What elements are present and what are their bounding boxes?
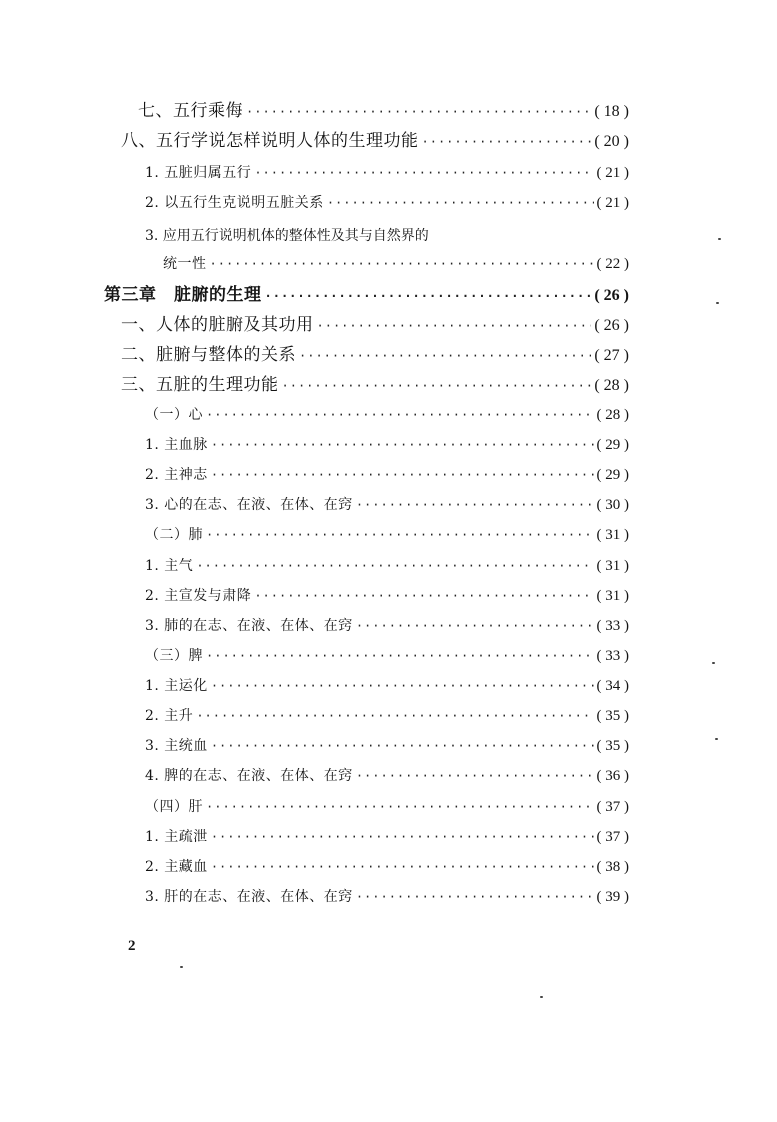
toc-entry-title: 七、五行乘侮 [138, 101, 243, 121]
toc-entry [145, 584, 629, 608]
toc-entry-page: ( 38 ) [596, 859, 629, 875]
toc-entry-title: （二）肺 [145, 527, 203, 543]
toc-entry-page: ( 29 ) [596, 467, 629, 483]
toc-entry [121, 343, 629, 367]
toc-leader-dots [254, 161, 593, 185]
toc-entry-title: （三）脾 [145, 648, 203, 664]
toc-entry-page: ( 28 ) [594, 377, 629, 394]
toc-leader-dots [327, 191, 594, 215]
scan-speck [715, 738, 718, 740]
toc-leader-dots [206, 403, 594, 427]
toc-entry-page: ( 36 ) [596, 768, 629, 784]
toc-leader-dots [211, 855, 594, 879]
toc-entry-title: 1. 主气 [145, 558, 194, 574]
toc-leader-dots [206, 795, 594, 819]
toc-entry-title: 3. 主统血 [145, 738, 208, 754]
toc-entry-page: ( 20 ) [594, 133, 629, 150]
toc-entry-page: ( 31 ) [596, 558, 629, 574]
toc-entry-title: 2. 主升 [145, 708, 194, 724]
toc-entry-page: ( 35 ) [596, 708, 629, 724]
scan-speck [718, 238, 721, 240]
toc-entry-page: ( 33 ) [596, 618, 629, 634]
toc-leader-dots [211, 433, 594, 457]
toc-leader-dots [317, 314, 592, 338]
toc-entry-page: ( 37 ) [596, 829, 629, 845]
toc-entry-page: ( 31 ) [596, 527, 629, 543]
toc-entry-title: 4. 脾的在志、在液、在体、在窍 [145, 768, 353, 784]
toc-entry-page: ( 27 ) [594, 347, 629, 364]
toc-entry-page: ( 30 ) [596, 497, 629, 513]
scan-speck [180, 966, 183, 968]
toc-leader-dots [211, 463, 594, 487]
toc-entry-page: ( 35 ) [596, 738, 629, 754]
toc-entry-page: ( 37 ) [596, 799, 629, 815]
toc-leader-dots [356, 493, 594, 517]
toc-entry [145, 191, 629, 215]
toc-entry-title: 1. 主疏泄 [145, 829, 208, 845]
toc-entry [145, 161, 629, 185]
toc-entry [145, 403, 629, 427]
toc-entry-title: 3. 肺的在志、在液、在体、在窍 [145, 618, 353, 634]
toc-entry [121, 373, 629, 397]
toc-leader-dots [282, 374, 592, 398]
toc-entry [145, 674, 629, 698]
toc-entry-title: 1. 五脏归属五行 [145, 165, 252, 181]
toc-entry [145, 493, 629, 517]
toc-leader-dots [210, 252, 594, 276]
toc-leader-dots [356, 885, 594, 909]
toc-entry [145, 463, 629, 487]
toc-entry [121, 129, 629, 153]
toc-leader-dots [196, 554, 593, 578]
toc-entry-page: ( 26 ) [594, 287, 629, 304]
toc-leader-dots [422, 130, 592, 154]
toc-leader-dots [265, 284, 592, 308]
toc-entry-title: 2. 主藏血 [145, 859, 208, 875]
scan-speck [540, 996, 543, 998]
toc-entry-title: （四）肝 [145, 799, 203, 815]
scan-speck [712, 662, 715, 664]
toc-entry [145, 764, 629, 788]
toc-entry [145, 614, 629, 638]
toc-entry [145, 825, 629, 849]
toc-leader-dots [211, 734, 594, 758]
toc-leader-dots [206, 523, 594, 547]
toc-entry-title: 二、脏腑与整体的关系 [121, 345, 296, 365]
toc-leader-dots [206, 644, 594, 668]
toc-entry-title: 2. 主神志 [145, 467, 208, 483]
toc-entry-title: 3. 肝的在志、在液、在体、在窍 [145, 889, 353, 905]
toc-leader-dots [211, 674, 594, 698]
toc-entry-page: ( 21 ) [596, 195, 629, 211]
toc-entry-page: ( 21 ) [596, 165, 629, 181]
toc-chapter-entry [104, 283, 629, 307]
toc-entry [145, 734, 629, 758]
toc-entry [145, 885, 629, 909]
toc-leader-dots [254, 584, 593, 608]
page-number: 2 [128, 938, 136, 954]
toc-leader-dots [196, 704, 593, 728]
toc-entry-title: （一）心 [145, 407, 203, 423]
toc-entry-page: ( 18 ) [594, 103, 629, 120]
toc-entry-page: ( 22 ) [596, 256, 629, 272]
toc-entry-page: ( 26 ) [594, 317, 629, 334]
toc-entry [145, 644, 629, 668]
toc-leader-dots [356, 614, 594, 638]
toc-entry-title: 3. 心的在志、在液、在体、在窍 [145, 497, 353, 513]
toc-entry-title: 三、五脏的生理功能 [121, 375, 279, 395]
toc-leader-dots [299, 344, 591, 368]
toc-entry-page: ( 39 ) [596, 889, 629, 905]
toc-entry-title: 2. 主宣发与肃降 [145, 588, 252, 604]
toc-entry-title: 第三章 脏腑的生理 [104, 285, 262, 305]
toc-entry-title: 八、五行学说怎样说明人体的生理功能 [121, 131, 419, 151]
toc-entry [121, 313, 629, 337]
toc-entry-title: 一、人体的脏腑及其功用 [121, 315, 314, 335]
toc-entry [145, 795, 629, 819]
toc-entry-title: 3. 应用五行说明机体的整体性及其与自然界的 [145, 228, 429, 244]
toc-leader-dots [211, 825, 594, 849]
toc-entry-page: ( 31 ) [596, 588, 629, 604]
toc-entry-title: 1. 主运化 [145, 678, 208, 694]
toc-leader-dots [246, 100, 591, 124]
toc-entry-continuation: 统一性 [163, 256, 207, 272]
toc-entry [145, 704, 629, 728]
toc-entry [145, 523, 629, 547]
scan-speck [716, 302, 719, 304]
toc-entry [145, 433, 629, 457]
toc-entry-page: ( 28 ) [596, 407, 629, 423]
toc-entry [138, 99, 629, 123]
toc-entry-page: ( 29 ) [596, 437, 629, 453]
toc-entry [145, 554, 629, 578]
toc-entry-title: 1. 主血脉 [145, 437, 208, 453]
toc-entry-page: ( 34 ) [596, 678, 629, 694]
toc-leader-dots [356, 764, 594, 788]
toc-entry-title: 2. 以五行生克说明五脏关系 [145, 195, 324, 211]
toc-entry-page: ( 33 ) [596, 648, 629, 664]
toc-entry [145, 855, 629, 879]
toc-entry [163, 252, 629, 276]
